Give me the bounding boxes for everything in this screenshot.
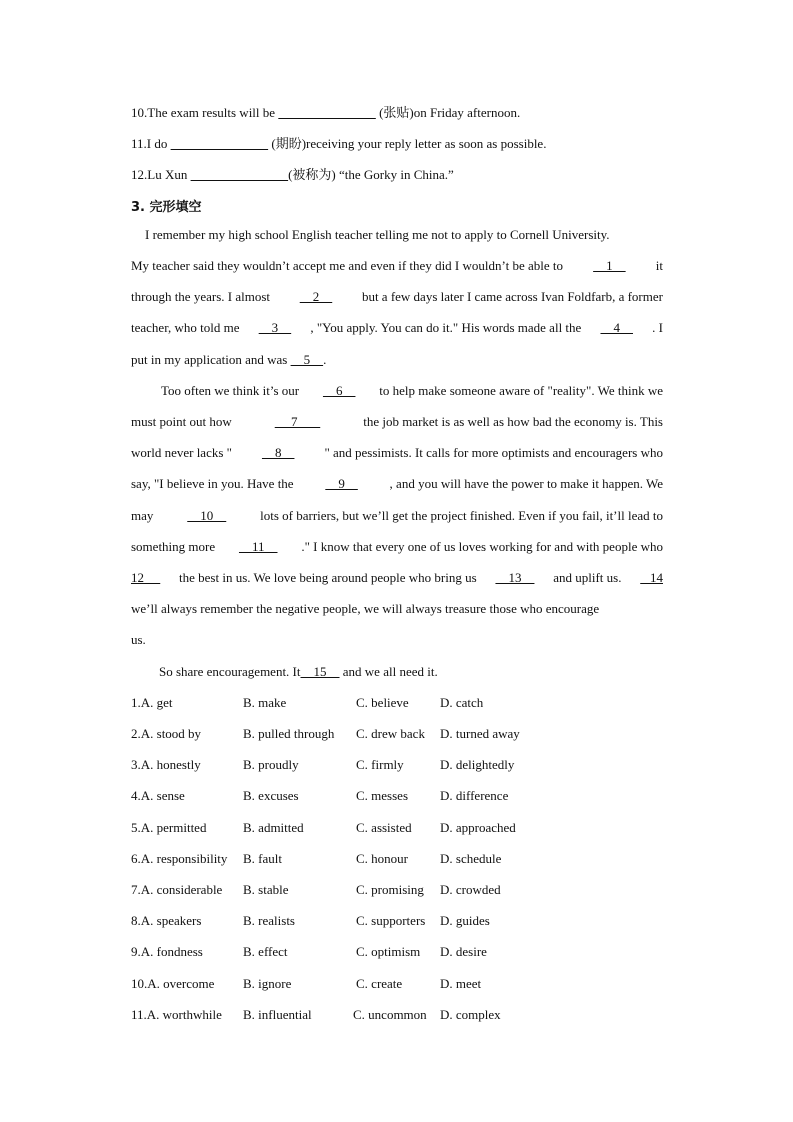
option-4-a[interactable]: 4.A. sense xyxy=(131,788,185,803)
option-10-c[interactable]: C. create xyxy=(356,976,403,991)
option-2-b[interactable]: B. pulled through xyxy=(243,726,335,741)
option-10-d[interactable]: D. meet xyxy=(440,976,482,991)
passage-line: My teacher said they wouldn’t accept me and even if they did I wouldn’t be able to 1 it xyxy=(131,258,663,273)
blank-7[interactable]: 7 xyxy=(274,414,321,429)
option-11-d[interactable]: D. complex xyxy=(440,1007,501,1022)
passage-line: we’ll always remember the negative people, we will always treasure those who encourage xyxy=(131,601,600,616)
blank-8[interactable]: 8 xyxy=(261,445,295,460)
blank-5[interactable]: 5 xyxy=(290,352,324,367)
option-6-c[interactable]: C. honour xyxy=(356,851,408,866)
sentence-10: 10.The exam results will be (张贴)on Friday afternoon. xyxy=(131,105,521,120)
option-row-9 xyxy=(131,944,551,964)
passage-line: us. xyxy=(131,632,146,647)
option-5-c[interactable]: C. assisted xyxy=(356,820,412,835)
option-7-a[interactable]: 7.A. considerable xyxy=(131,882,223,897)
option-5-b[interactable]: B. admitted xyxy=(243,820,304,835)
option-4-b[interactable]: B. excuses xyxy=(243,788,299,803)
option-row-5 xyxy=(131,820,551,840)
option-8-b[interactable]: B. realists xyxy=(243,913,295,928)
option-6-a[interactable]: 6.A. responsibility xyxy=(131,851,228,866)
option-row-3 xyxy=(131,757,551,777)
passage-line: So share encouragement. It 15 and we all need it. xyxy=(159,664,438,679)
option-4-c[interactable]: C. messes xyxy=(356,788,408,803)
option-9-c[interactable]: C. optimism xyxy=(356,944,421,959)
passage-line: world never lacks " 8 " and pessimists. It calls for more optimists and encouragers who xyxy=(131,445,663,460)
blank-14[interactable]: 14 xyxy=(640,570,663,585)
option-9-d[interactable]: D. desire xyxy=(440,944,487,959)
option-7-c[interactable]: C. promising xyxy=(356,882,424,897)
passage-line: put in my application and was 5 . xyxy=(131,352,327,367)
section-heading: 3. 完形填空 xyxy=(131,200,202,215)
blank-10[interactable]: 10 xyxy=(187,508,227,523)
option-row-2 xyxy=(131,726,551,746)
passage-line: I remember my high school English teacher telling me not to apply to Cornell University. xyxy=(145,227,610,242)
blank-2[interactable]: 2 xyxy=(299,289,333,304)
blank[interactable] xyxy=(278,105,376,120)
option-11-c[interactable]: C. uncommon xyxy=(353,1007,427,1022)
option-3-b[interactable]: B. proudly xyxy=(243,757,299,772)
option-10-a[interactable]: 10.A. overcome xyxy=(131,976,215,991)
blank-6[interactable]: 6 xyxy=(322,383,356,398)
option-3-a[interactable]: 3.A. honestly xyxy=(131,757,201,772)
option-1-a[interactable]: 1.A. get xyxy=(131,695,173,710)
option-3-c[interactable]: C. firmly xyxy=(356,757,404,772)
option-4-d[interactable]: D. difference xyxy=(440,788,509,803)
option-row-1 xyxy=(131,695,551,715)
option-8-a[interactable]: 8.A. speakers xyxy=(131,913,202,928)
sentence-11: 11.I do (期盼)receiving your reply letter as soon as possible. xyxy=(131,136,547,151)
blank-4[interactable]: 4 xyxy=(600,320,633,335)
blank[interactable] xyxy=(191,167,289,182)
option-row-6 xyxy=(131,851,551,871)
passage-line: Too often we think it’s our 6 to help make someone aware of "reality". We think we xyxy=(161,383,663,398)
option-6-b[interactable]: B. fault xyxy=(243,851,282,866)
sentence-12: 12.Lu Xun (被称为) “the Gorky in China.” xyxy=(131,167,454,182)
option-row-8 xyxy=(131,913,551,933)
option-1-c[interactable]: C. believe xyxy=(356,695,409,710)
blank-15[interactable]: 15 xyxy=(300,664,340,679)
blank-13[interactable]: 13 xyxy=(495,570,535,585)
passage-line: through the years. I almost 2 but a few days later I came across Ivan Foldfarb, a former xyxy=(131,289,663,304)
option-3-d[interactable]: D. delightedly xyxy=(440,757,515,772)
passage-line: must point out how 7 the job market is as well as how bad the economy is. This xyxy=(131,414,663,429)
passage-line: teacher, who told me 3 , "You apply. You can do it." His words made all the 4 . I xyxy=(131,320,663,335)
option-2-a[interactable]: 2.A. stood by xyxy=(131,726,202,741)
blank-9[interactable]: 9 xyxy=(325,476,358,491)
option-8-d[interactable]: D. guides xyxy=(440,913,490,928)
option-5-a[interactable]: 5.A. permitted xyxy=(131,820,207,835)
option-7-d[interactable]: D. crowded xyxy=(440,882,501,897)
option-11-a[interactable]: 11.A. worthwhile xyxy=(131,1007,222,1022)
blank[interactable] xyxy=(171,136,269,151)
passage-line: may 10 lots of barriers, but we’ll get the project finished. Even if you fail, it’ll lead to xyxy=(131,508,663,523)
option-row-10 xyxy=(131,976,551,996)
option-10-b[interactable]: B. ignore xyxy=(243,976,292,991)
option-6-d[interactable]: D. schedule xyxy=(440,851,502,866)
option-5-d[interactable]: D. approached xyxy=(440,820,516,835)
option-row-4 xyxy=(131,788,551,808)
option-2-d[interactable]: D. turned away xyxy=(440,726,520,741)
option-1-d[interactable]: D. catch xyxy=(440,695,484,710)
option-row-7 xyxy=(131,882,551,902)
option-11-b[interactable]: B. influential xyxy=(243,1007,312,1022)
option-row-11 xyxy=(131,1007,551,1027)
option-1-b[interactable]: B. make xyxy=(243,695,287,710)
passage-line: something more 11 ." I know that every one of us loves working for and with people who xyxy=(131,539,663,554)
passage-line: say, "I believe in you. Have the 9 , and you will have the power to make it happen. We xyxy=(131,476,663,491)
option-9-b[interactable]: B. effect xyxy=(243,944,288,959)
blank-12[interactable]: 12 xyxy=(131,570,161,585)
passage-line: 12 the best in us. We love being around people who bring us 13 and uplift us. 14 xyxy=(131,570,663,585)
option-9-a[interactable]: 9.A. fondness xyxy=(131,944,203,959)
blank-3[interactable]: 3 xyxy=(258,320,292,335)
option-8-c[interactable]: C. supporters xyxy=(356,913,426,928)
blank-11[interactable]: 11 xyxy=(238,539,278,554)
option-2-c[interactable]: C. drew back xyxy=(356,726,425,741)
option-7-b[interactable]: B. stable xyxy=(243,882,289,897)
blank-1[interactable]: 1 xyxy=(593,258,626,273)
